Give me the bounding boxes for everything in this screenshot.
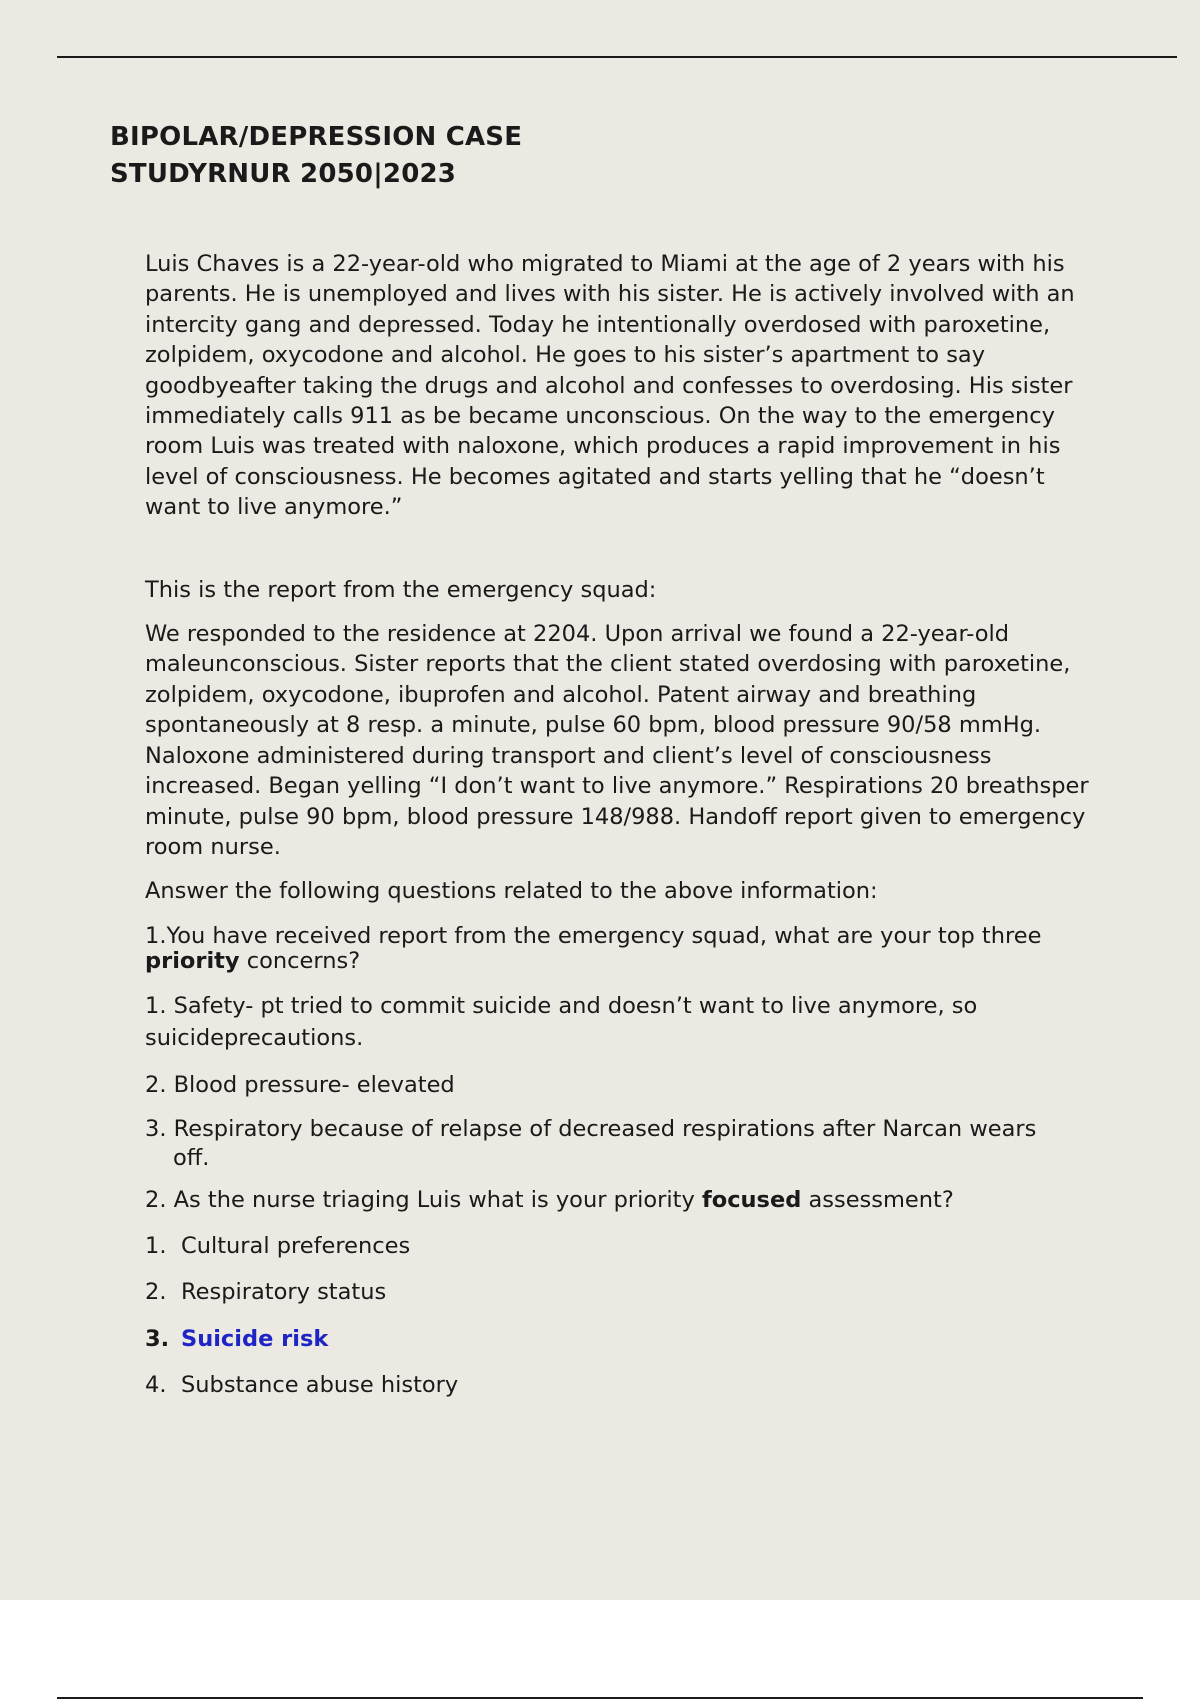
- bottom-rule: [57, 1697, 1143, 1699]
- q2-option-2-number: 2.: [145, 1279, 167, 1306]
- q2-option-1: [145, 1231, 1095, 1261]
- question-1-bold: priority: [145, 948, 240, 975]
- question-2-end: assessment?: [801, 1186, 954, 1213]
- q2-option-2: [145, 1277, 1095, 1307]
- question-1-text: 1.You have received report from the emergency squad, what are your top three: [145, 922, 1042, 949]
- document-title: [110, 119, 522, 193]
- q2-option-2-text: Respiratory status: [181, 1279, 387, 1306]
- question-1-rest: concerns?: [239, 948, 361, 975]
- title-line-1: BIPOLAR/DEPRESSION CASE: [110, 122, 523, 152]
- q2-option-4-number: 4.: [145, 1372, 167, 1399]
- squad-report-paragraph-2: Naloxone administered during transport and client’s level of consciousness increased. Began yelling “I don’t want to live anymore.” Respirations 20 breathsper minute, pulse 90 bpm, blood pressure 148/988. Handoff report given to emergency room nurse.: [145, 742, 1089, 860]
- q2-option-3-correct-answer: [145, 1324, 1095, 1354]
- q1-answer-2: 2. Blood pressure- elevated: [145, 1072, 455, 1099]
- case-intro: Luis Chaves is a 22-year-old who migrated to Miami at the age of 2 years with his parents. He is unemployed and lives with his sister. He is actively involved with an intercity gang and depressed. Today he intentionally overdosed with paroxetine, zolpidem, oxycodone and alcohol. He goes to his sister’s apartment to say goodbyeafter taking the drugs and alcohol and confesses to overdosing. His sister immediately calls 911 as be became unconscious. On the way to the emergency room Luis was treated with naloxone, which produces a rapid improvement in his level of consciousness. He becomes agitated and starts yelling that he “doesn’t want to live anymore.”: [145, 251, 1075, 521]
- instructions: Answer the following questions related to the above information:: [145, 878, 878, 905]
- question-1-line-2: [145, 949, 1095, 974]
- q1-answer-1-line-2: suicideprecautions.: [145, 1025, 364, 1052]
- q1-answer-3-line-1: 3. Respiratory because of relapse of decreased respirations after Narcan wears: [145, 1115, 1037, 1142]
- q2-option-3-number: 3.: [145, 1325, 170, 1352]
- squad-report-heading: This is the report from the emergency squad:: [145, 576, 657, 603]
- document-body: [145, 249, 1095, 1417]
- q2-option-1-number: 1.: [145, 1232, 167, 1259]
- q1-answer-1: [145, 990, 1095, 1054]
- q1-answer-3-line-2: off.: [173, 1144, 210, 1171]
- question-2: [145, 1185, 1095, 1215]
- question-2-bold: focused: [701, 1186, 802, 1213]
- q1-answer-1-line-1: 1. Safety- pt tried to commit suicide and doesn’t want to live anymore, so: [145, 993, 978, 1020]
- question-1: [145, 921, 1095, 974]
- q2-option-4-text: Substance abuse history: [181, 1372, 459, 1399]
- q2-option-3-text: Suicide risk: [181, 1325, 329, 1352]
- question-2-start: 2. As the nurse triaging Luis what is your priority: [145, 1186, 702, 1213]
- title-line-2: STUDYRNUR 2050|2023: [110, 159, 457, 189]
- top-rule: [57, 56, 1177, 58]
- squad-report-paragraph-1: We responded to the residence at 2204. Upon arrival we found a 22-year-old maleunconscious. Sister reports that the client stated overdosing with paroxetine, zolpidem, oxycodone, ibuprofen and alcohol. Patent airway and breathing spontaneously at 8 resp. a minute, pulse 60 bpm, blood pressure 90/58 mmHg.: [145, 621, 1071, 739]
- q2-option-4: [145, 1370, 1095, 1400]
- q1-answer-3: [145, 1115, 1095, 1173]
- q2-option-1-text: Cultural preferences: [181, 1232, 411, 1259]
